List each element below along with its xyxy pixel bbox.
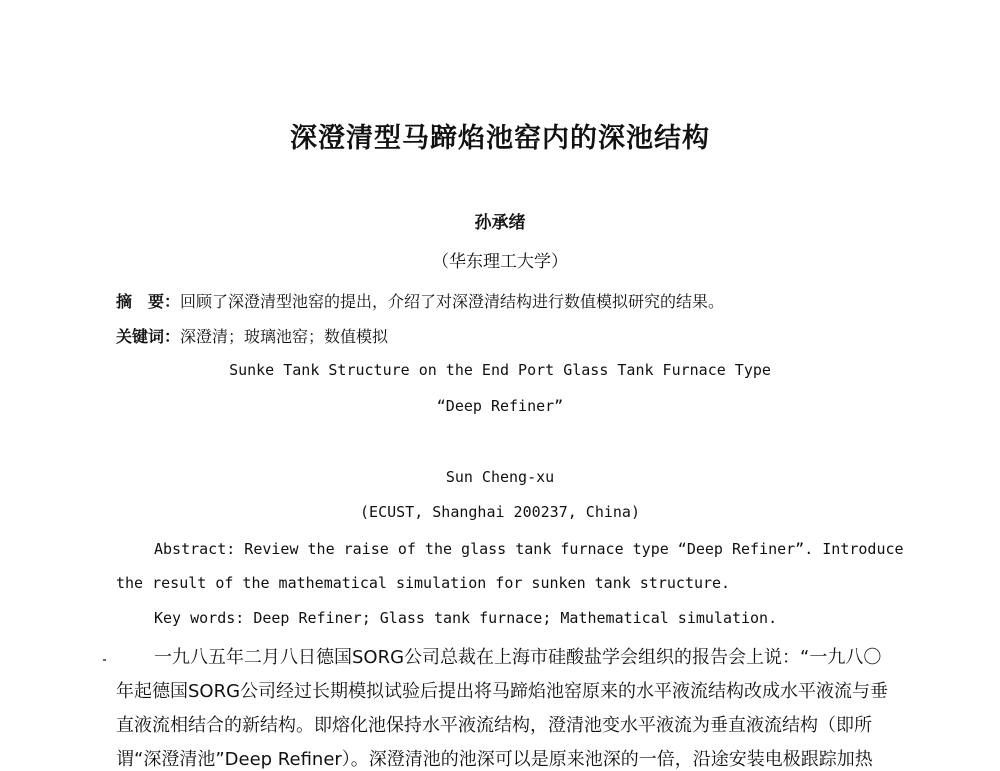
abstract-chinese-label: 摘 要： [116,292,181,311]
affiliation-english: (ECUST, Shanghai 200237, China) [360,503,640,521]
author-english: Sun Cheng-xu [445,468,555,486]
abstract-english-line-2: the result of the mathematical simulation for sunken tank structure. [116,574,731,592]
body-text-line: 年起德国SORG公司经过长期模拟试验后提出将马蹄焰池窑原来的水平液流结构改成水平液流与垂 [116,681,889,702]
english-title-line-2: “Deep Refiner” [436,397,564,415]
affiliation-chinese: （华东理工大学） [432,252,568,272]
abstract-english-line-1: Abstract: Review the raise of the glass tank furnace type “Deep Refiner”. Introduce [154,540,904,558]
author-chinese: 孙承绪 [474,213,526,233]
abstract-chinese-text: 回顾了深澄清型池窑的提出，介绍了对深澄清结构进行数值模拟研究的结果。 [180,292,725,311]
scan-speck [103,659,106,661]
paper-title: 深澄清型马蹄焰池窑内的深池结构 [290,123,710,154]
keywords-chinese [116,324,388,347]
abstract-chinese [116,289,724,312]
keywords-chinese-label: 关键词： [116,327,181,346]
keywords-english: Key words: Deep Refiner; Glass tank furnace; Mathematical simulation. [154,609,778,627]
body-text-line: 一九八五年二月八日德国SORG公司总裁在上海市硅酸盐学会组织的报告会上说：“一九八〇 [154,647,882,668]
english-title-line-1: Sunke Tank Structure on the End Port Glass Tank Furnace Type [229,361,771,379]
keywords-chinese-text: 深澄清；玻璃池窑；数值模拟 [180,327,389,346]
body-text-line: 谓“深澄清池”Deep Refiner）。深澄清池的池深可以是原来池深的一倍，沿途安装电极跟踪加热 [116,749,873,770]
body-text-line: 直液流相结合的新结构。即熔化池保持水平液流结构，澄清池变水平液流为垂直液流结构（即所 [116,715,872,736]
